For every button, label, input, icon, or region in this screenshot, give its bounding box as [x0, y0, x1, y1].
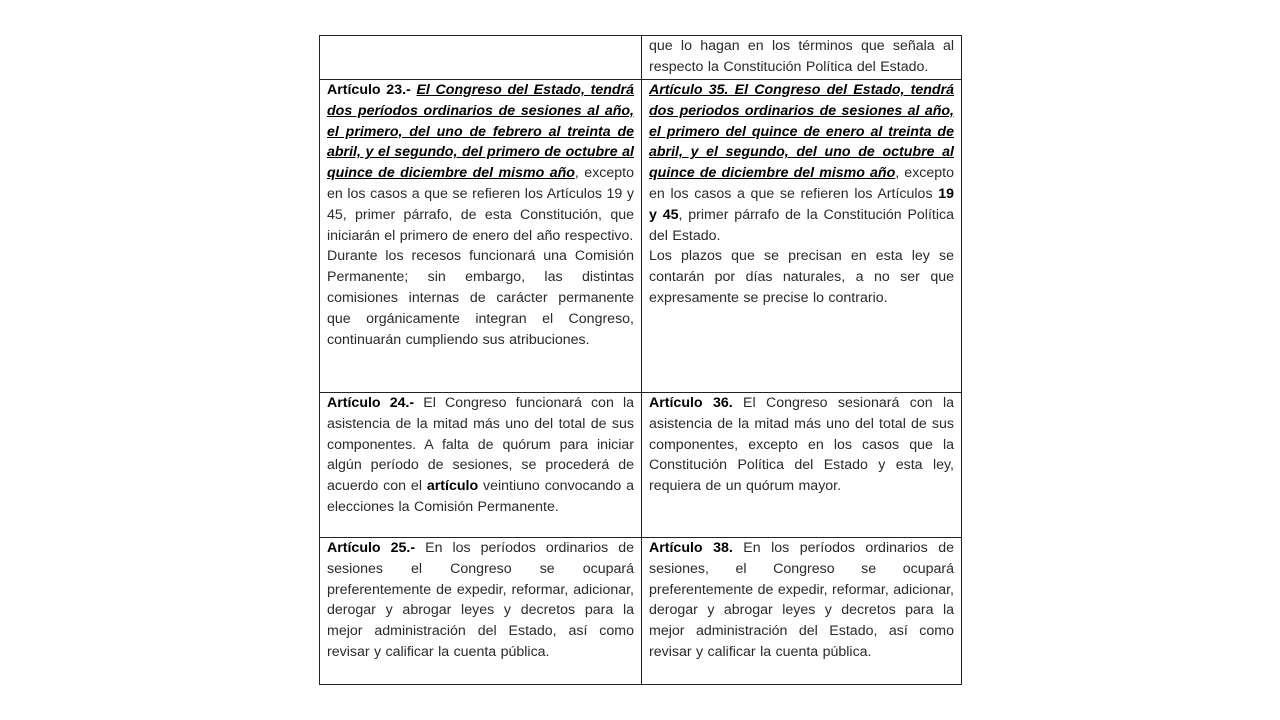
amended-text: El Congreso del Estado, tendrá dos períodos ordinarios de sesiones al año, el primero, del uno de febrero al treinta de abril, y el segundo, del primero de octubre al quince de diciembre del mismo año [327, 82, 634, 182]
body-text: , excepto en los casos a que se refieren los Artículos 19 y 45, primer párrafo, de esta Constitución, que iniciarán el primero de enero del año respectivo. [327, 165, 634, 244]
body-text: , primer párrafo de la Constitución Política del Estado. [649, 206, 954, 244]
paragraph: Durante los recesos funcionará una Comisión Permanente; sin embargo, las distintas comisiones internas de carácter permanente que orgánicamente integran el Congreso, continuarán cumpliendo sus atribuciones. [327, 248, 634, 348]
cell-article-36 [642, 393, 962, 538]
body-text: En los períodos ordinarios de sesiones, el Congreso se ocupará preferentemente de expedir, reformar, adicionar, derogar y abrogar leyes y decretos para la mejor administración del Estado, así como revisar y calificar la cuenta pública. [649, 540, 954, 660]
article-heading: Artículo 24.- [327, 395, 415, 411]
paragraph: Los plazos que se precisan en esta ley se contarán por días naturales, a no ser que expresamente se precise lo contrario. [649, 248, 954, 306]
body-text: El Congreso sesionará con la asistencia de la mitad más uno del total de sus componentes, excepto en los casos que la Constitución Política del Estado y esta ley, requiera de un quórum mayor. [649, 395, 954, 495]
cell-right-continuation [642, 36, 962, 80]
article-heading: Artículo 36. [649, 395, 733, 411]
cell-article-35 [642, 80, 962, 393]
table-row [320, 538, 962, 685]
bold-text: 19 y 45 [649, 185, 954, 223]
cell-text: que lo hagan en los términos que señala al respecto la Constitución Política del Estado. [649, 38, 954, 75]
article-heading: Artículo 23.- [327, 82, 411, 98]
paragraph [327, 538, 634, 663]
cell-article-38 [642, 538, 962, 685]
cell-article-25 [320, 538, 642, 685]
body-text: El Congreso funcionará con la asistencia de la mitad más uno del total de sus componentes. A falta de quórum para iniciar algún período de sesiones, se procederá de acuerdo con el [327, 395, 634, 495]
cell-article-24 [320, 393, 642, 538]
paragraph [649, 393, 954, 497]
bold-text: artículo [426, 478, 479, 495]
article-heading: Artículo 38. [649, 540, 733, 556]
paragraph [327, 393, 634, 518]
amended-text: Artículo 35. El Congreso del Estado, tendrá dos periodos ordinarios de sesiones al año, el primero del quince de enero al treinta de abril, y el segundo, del uno de octubre al quince de diciembre del mismo año [649, 82, 954, 182]
table-row [320, 80, 962, 393]
cell-article-23 [320, 80, 642, 393]
table-row [320, 393, 962, 538]
body-text: veintiuno convocando a elecciones la Comisión Permanente. [327, 478, 634, 515]
paragraph [649, 538, 954, 663]
body-text: En los períodos ordinarios de sesiones el Congreso se ocupará preferentemente de expedir, reformar, adicionar, derogar y abrogar leyes y decretos para la mejor administración del Estado, así como revisar y calificar la cuenta pública. [327, 540, 634, 660]
paragraph [327, 80, 634, 246]
comparison-table [319, 35, 962, 685]
table-row [320, 36, 962, 80]
article-heading: Artículo 25.- [327, 540, 416, 556]
paragraph [649, 80, 954, 246]
cell-left-empty [320, 36, 642, 80]
body-text: , excepto en los casos a que se refieren los Artículos [649, 165, 954, 202]
